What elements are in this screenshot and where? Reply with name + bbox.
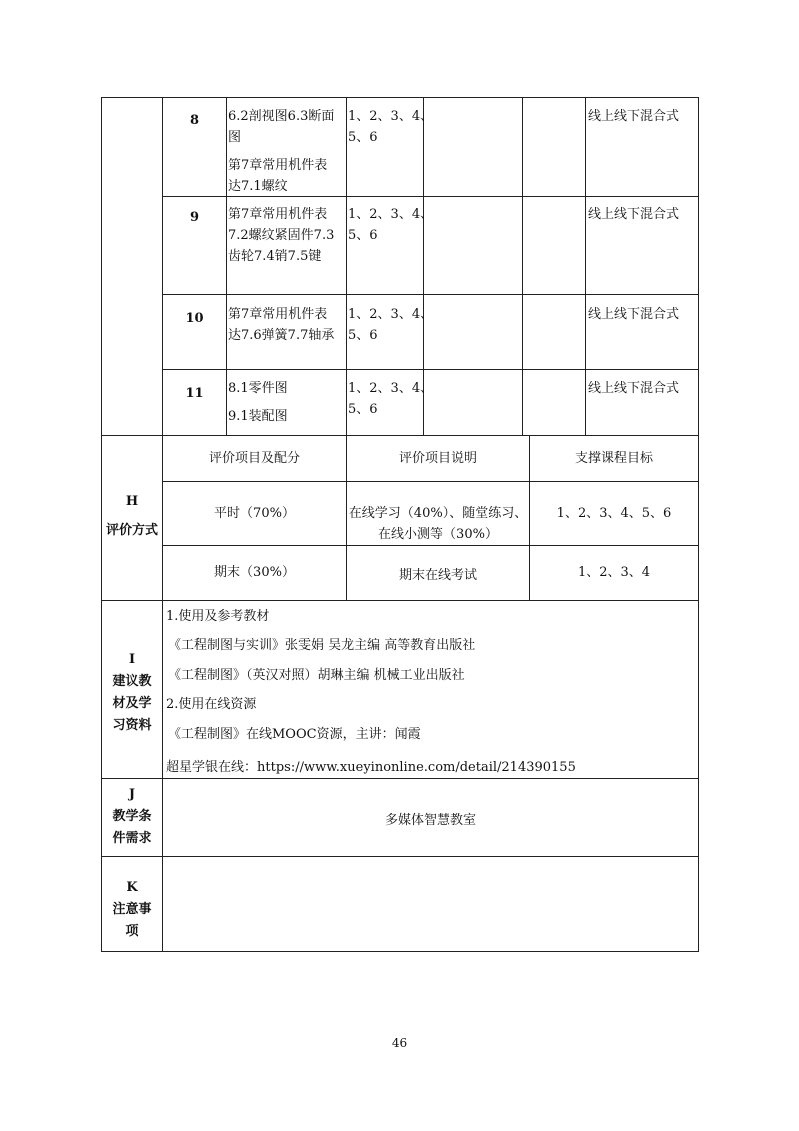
evaluation-description: 在线学习（40%）、随堂练习、 <box>348 506 528 521</box>
content-line: 9.1装配图 <box>228 409 288 424</box>
table-border-top <box>101 97 699 98</box>
section-label: 件需求 <box>112 831 152 846</box>
conditions-value: 多媒体智慧教室 <box>384 813 476 828</box>
section-label: 评价方式 <box>105 523 158 538</box>
content-line: 6.2剖视图6.3断面 <box>228 109 335 124</box>
schedule-row-divider-3 <box>162 369 699 370</box>
teaching-mode: 线上线下混合式 <box>588 109 680 124</box>
section-label: 材及学 <box>112 696 152 711</box>
evaluation-targets: 1、2、3、4 <box>577 565 651 580</box>
schedule-row-divider-2 <box>162 294 699 295</box>
section-label-code: K <box>126 880 138 895</box>
objectives-line: 5、6 <box>348 228 378 243</box>
section-label-code: I <box>128 652 136 667</box>
teaching-mode: 线上线下混合式 <box>588 307 680 322</box>
evaluation-targets: 1、2、3、4、5、6 <box>556 506 672 521</box>
section-label: 注意事 <box>112 902 152 917</box>
column-header: 评价项目说明 <box>398 451 477 466</box>
table-border-bottom <box>101 951 699 952</box>
evaluation-row-divider-1 <box>162 481 699 482</box>
section-label-code: J <box>128 787 136 802</box>
content-line: 第7章常用机件表 <box>228 307 328 322</box>
materials-line: 《工程制图》在线MOOC资源，主讲：闻霞 <box>168 727 421 742</box>
section-label: 建议教 <box>112 674 152 689</box>
objectives-line: 1、2、3、4、 <box>348 307 434 322</box>
section-label: 项 <box>125 924 139 939</box>
week-number: 11 <box>185 386 204 401</box>
column-header: 评价项目及配分 <box>208 451 300 466</box>
content-line: 第7章常用机件表 <box>228 207 328 222</box>
schedule-col-divider-5 <box>585 97 586 435</box>
materials-line: 1.使用及参考教材 <box>166 609 270 624</box>
section-divider-k <box>101 856 699 857</box>
objectives-line: 1、2、3、4、 <box>348 109 434 124</box>
content-line: 图 <box>228 130 242 145</box>
evaluation-row-divider-2 <box>162 545 699 546</box>
week-number: 9 <box>189 210 200 225</box>
objectives-line: 5、6 <box>348 130 378 145</box>
section-label-code: H <box>125 494 139 509</box>
content-line: 齿轮7.4销7.5键 <box>228 249 322 264</box>
week-number: 10 <box>185 311 204 326</box>
section-divider-j <box>101 778 699 779</box>
teaching-mode: 线上线下混合式 <box>588 381 680 396</box>
content-line: 8.1零件图 <box>228 381 288 396</box>
objectives-line: 1、2、3、4、 <box>348 381 434 396</box>
content-line: 7.2螺纹紧固件7.3 <box>228 228 335 243</box>
materials-line: 超星学银在线：https://www.xueyinonline.com/detail/214390155 <box>166 760 576 775</box>
evaluation-description: 期末在线考试 <box>398 568 477 583</box>
section-label: 教学条 <box>112 809 152 824</box>
content-line: 达7.6弹簧7.7轴承 <box>228 328 335 343</box>
week-number: 8 <box>189 113 200 128</box>
evaluation-item: 期末（30%） <box>214 565 295 580</box>
objectives-line: 5、6 <box>348 402 378 417</box>
content-line: 第7章常用机件表 <box>228 158 328 173</box>
schedule-col-divider-4 <box>522 97 523 435</box>
section-label: 习资料 <box>112 718 152 733</box>
schedule-col-divider-1 <box>226 97 227 435</box>
table-border-right <box>698 97 699 952</box>
materials-line: 《工程制图与实训》张雯娟 吴龙主编 高等教育出版社 <box>168 638 476 653</box>
objectives-line: 5、6 <box>348 328 378 343</box>
teaching-mode: 线上线下混合式 <box>588 207 680 222</box>
column-header: 支撑课程目标 <box>574 451 653 466</box>
page-number: 46 <box>391 1036 408 1050</box>
evaluation-description: 在线小测等（30%） <box>378 527 498 542</box>
section-divider-i <box>101 600 699 601</box>
evaluation-item: 平时（70%） <box>214 506 295 521</box>
schedule-col-divider-2 <box>346 97 347 435</box>
section-divider-h <box>101 435 699 436</box>
objectives-line: 1、2、3、4、 <box>348 207 434 222</box>
materials-line: 《工程制图》（英汉对照）胡琳主编 机械工业出版社 <box>168 668 465 683</box>
materials-line: 2.使用在线资源 <box>166 697 257 712</box>
content-line: 达7.1螺纹 <box>228 179 288 194</box>
